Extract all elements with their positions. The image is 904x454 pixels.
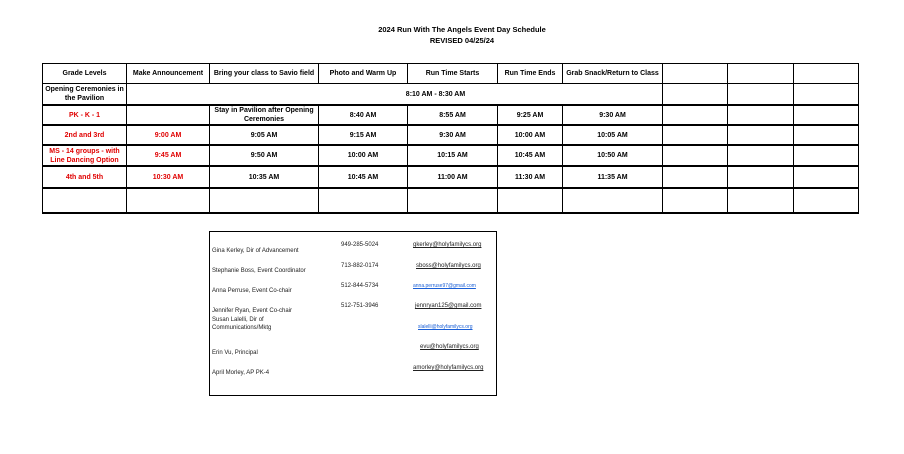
header-snack-return: Grab Snack/Return to Class [566,70,659,77]
contact-list [209,231,497,396]
table-rule [662,63,663,214]
contact-email[interactable]: anna.perruse97@gmail.com [413,283,476,289]
contact-name: April Morley, AP PK-4 [212,370,270,376]
contact-phone: 512-751-3946 [341,303,379,309]
contact-name: Stephanie Boss, Event Coordinator [212,268,306,274]
start-cell: 10:15 AM [437,152,468,159]
snack-cell: 10:50 AM [597,152,628,159]
bring-cell: 9:05 AM [250,131,278,139]
header-run-start: Run Time Starts [425,70,480,77]
contact-name: Erin Vu, Principal [212,350,258,356]
announce-cell: 10:30 AM [152,173,184,181]
title-line-2: REVISED 04/25/24 [429,36,495,45]
contact-email[interactable]: gkerley@holyfamilycs.org [413,242,482,248]
table-rule [727,63,728,214]
announce-cell: 9:45 AM [154,152,182,159]
end-cell: 10:00 AM [514,131,546,139]
contact-email[interactable]: amorley@holyfamilycs.org [413,365,484,371]
opening-time: 8:10 AM - 8:30 AM [405,90,466,98]
table-rule [858,63,859,214]
announce-cell [127,106,209,124]
photo-cell: 8:40 AM [349,111,377,119]
schedule-title [0,24,904,46]
snack-cell: 11:35 AM [597,173,628,181]
table-rule [42,212,859,214]
photo-cell: 10:45 AM [347,173,379,181]
opening-label: Opening Ceremonies in the Pavilion [45,86,124,102]
grade-cell: PK - K - 1 [68,111,101,119]
contact-name: Anna Perruse, Event Co-chair [212,288,292,294]
header-grade-levels: Grade Levels [62,70,107,77]
bring-cell: 9:50 AM [250,152,278,159]
schedule-table [42,63,859,214]
end-cell: 10:45 AM [514,152,546,159]
start-cell: 11:00 AM [437,173,468,181]
contact-name: Jennifer Ryan, Event Co-chair [212,308,293,314]
start-cell: 9:30 AM [439,131,466,139]
photo-cell: 10:00 AM [347,152,379,159]
title-line-1: 2024 Run With The Angels Event Day Schedule [378,25,546,34]
contact-email[interactable]: sboss@holyfamilycs.org [416,263,481,269]
end-cell: 11:30 AM [514,173,546,181]
bring-cell: Stay in Pavilion after Opening Ceremonies [214,107,314,123]
contact-name: Gina Kerley, Dir of Advancement [212,248,299,254]
header-run-end: Run Time Ends [504,70,556,77]
snack-cell: 9:30 AM [599,111,626,119]
photo-cell: 9:15 AM [349,131,377,139]
table-rule [793,63,794,214]
snack-cell: 10:05 AM [597,131,628,139]
start-cell: 8:55 AM [439,111,466,119]
contact-phone: 512-844-5734 [341,283,379,289]
grade-cell: 2nd and 3rd [64,131,105,139]
end-cell: 9:25 AM [516,111,544,119]
announce-cell: 9:00 AM [154,131,182,139]
header-photo-warmup: Photo and Warm Up [329,70,397,77]
header-make-announcement: Make Announcement [132,70,204,77]
contact-name: Susan Lalelli, Dir of Communications/Mktg [212,317,272,331]
bring-cell: 10:35 AM [248,173,280,181]
contact-phone: 949-285-5024 [341,242,379,248]
grade-cell: MS - 14 groups - with Line Dancing Option [49,147,120,164]
contact-phone: 713-882-0174 [341,263,379,269]
contact-email[interactable]: jennryan125@gmail.com [415,303,482,309]
contact-email[interactable]: evu@holyfamilycs.org [420,344,479,350]
contact-email[interactable]: slalelli@holyfamilycs.org [418,324,473,330]
header-bring-class: Bring your class to Savio field [213,70,315,77]
grade-cell: 4th and 5th [65,173,104,181]
table-rule [42,187,859,189]
